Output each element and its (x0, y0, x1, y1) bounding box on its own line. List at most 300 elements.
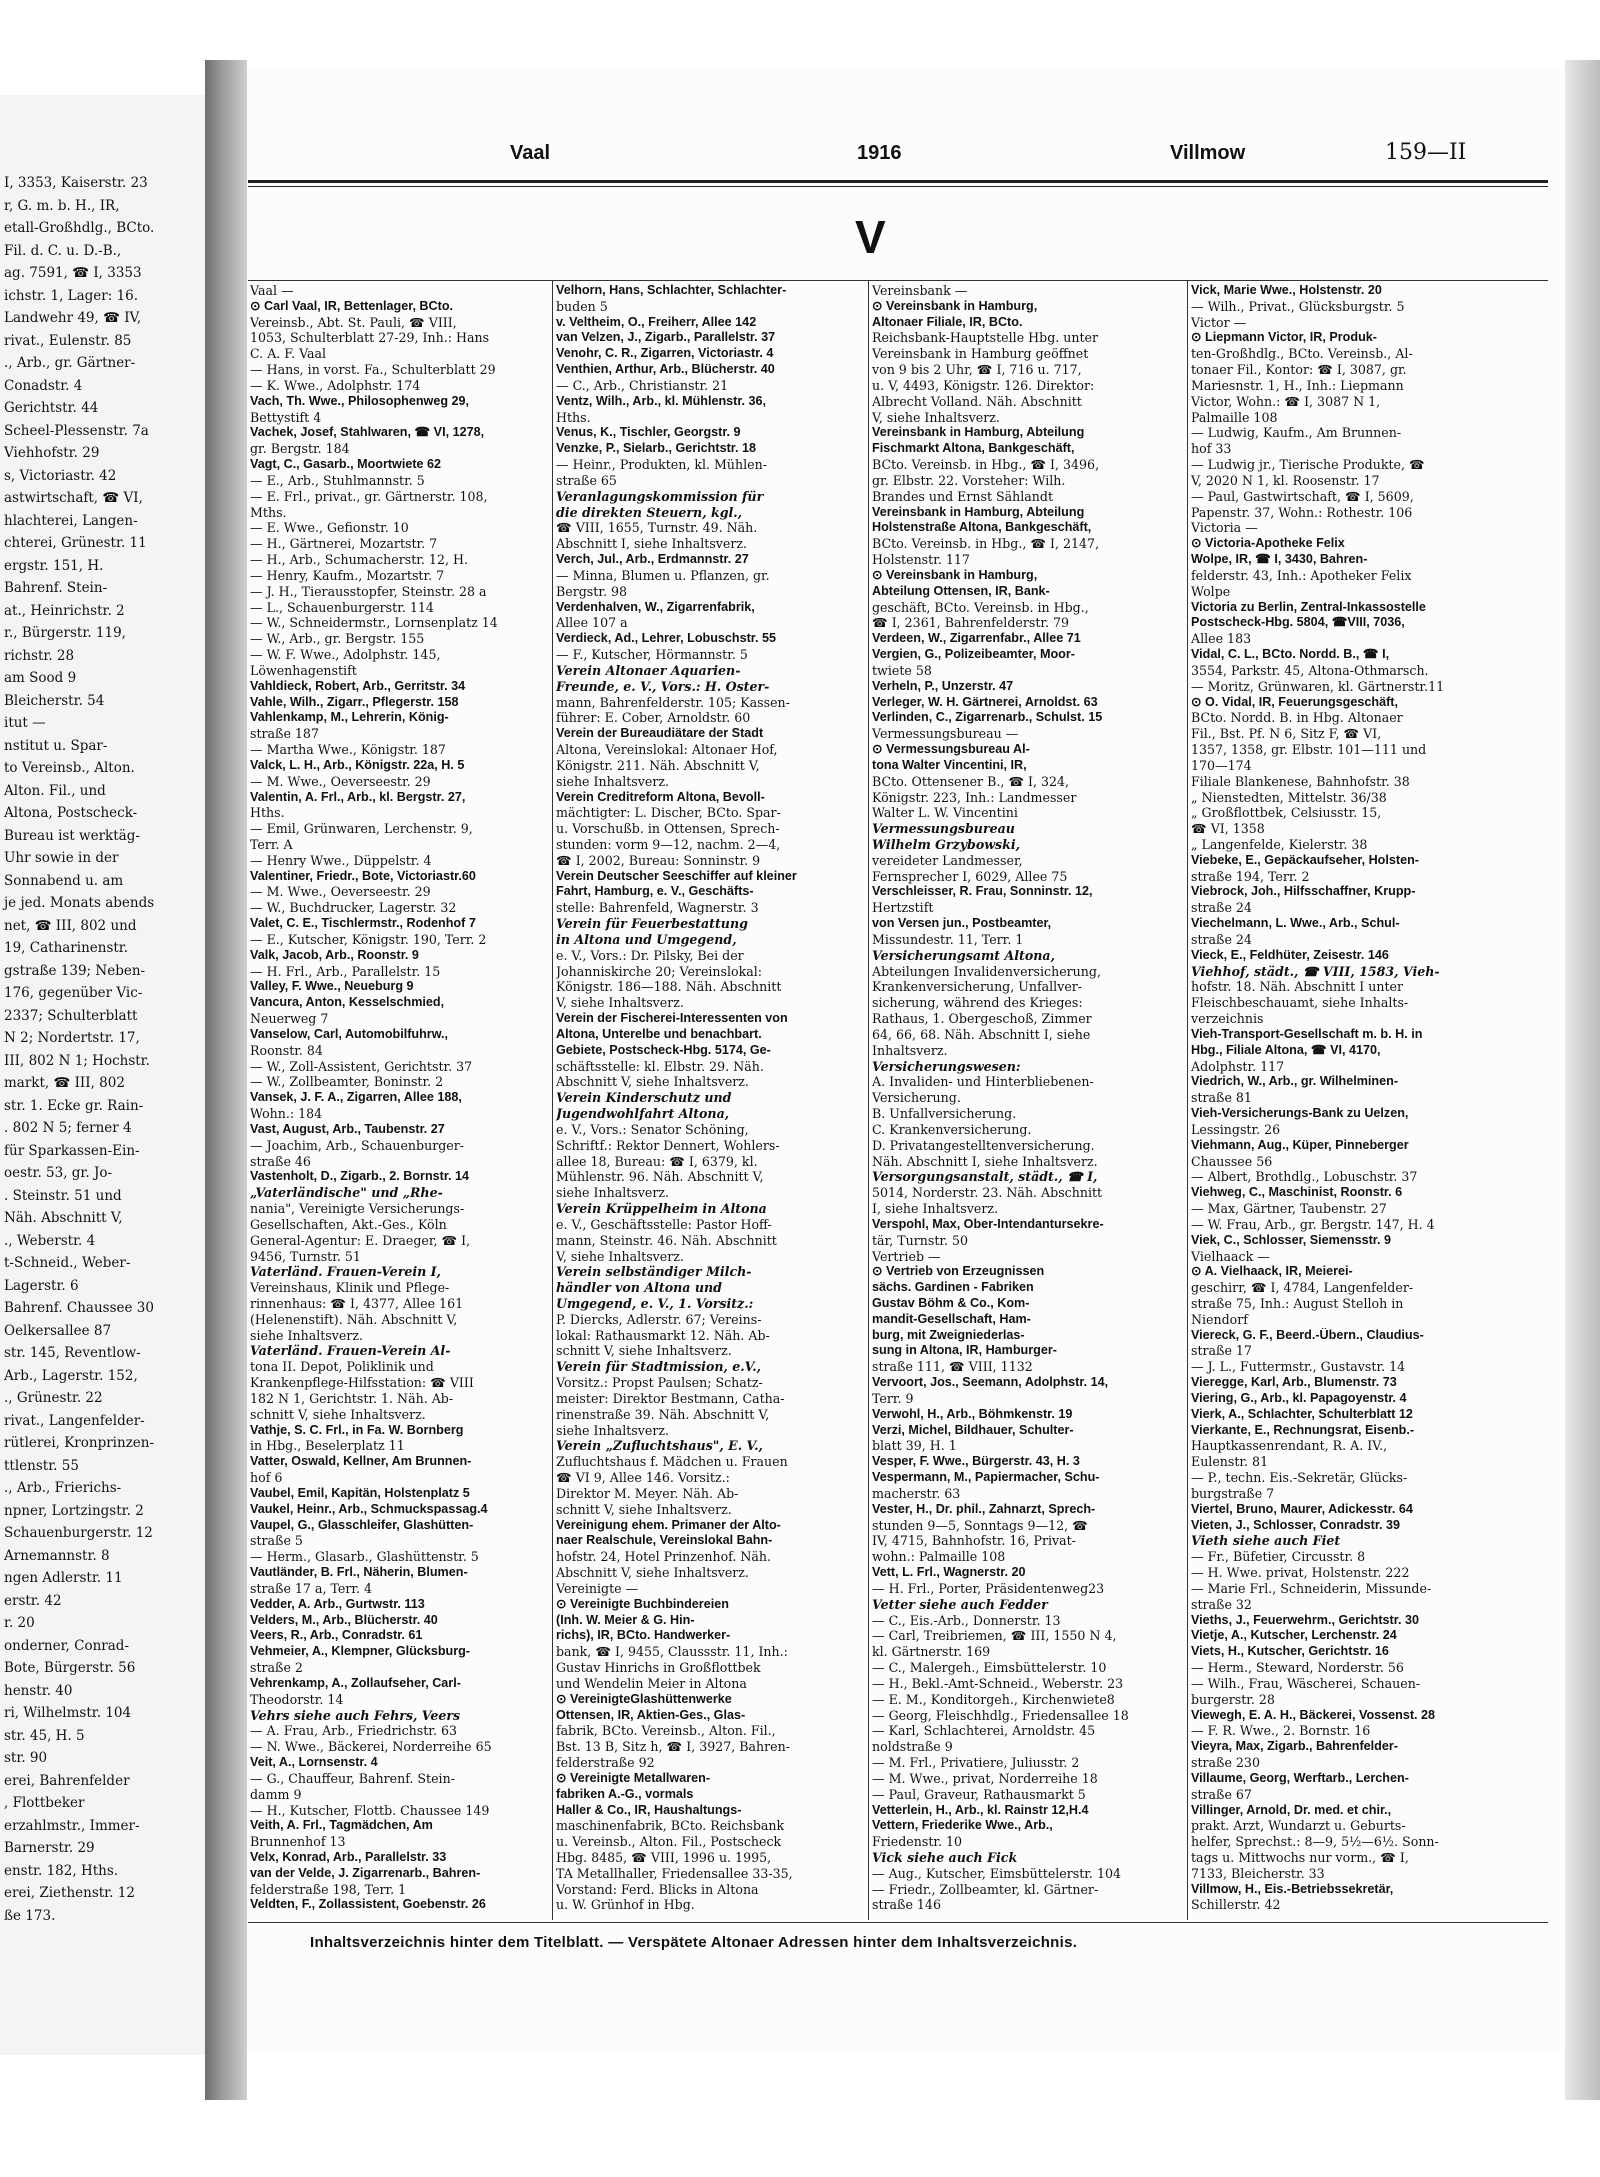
left-page-line: je jed. Monats abends (4, 895, 155, 911)
left-page-line: ngen Adlerstr. 11 (4, 1570, 123, 1586)
directory-entry-line: Vaal — (250, 283, 294, 298)
directory-entry-line: Viebeke, E., Gepäckaufseher, Holsten- (1191, 852, 1419, 867)
directory-entry-line: Gustav Hinrichs in Großflottbek (556, 1660, 761, 1676)
directory-entry-line: Königstr. 186—188. Näh. Abschnitt (556, 979, 782, 995)
directory-entry-line: Villaume, Georg, Werftarb., Lerchen- (1191, 1770, 1409, 1785)
directory-entry-line: General-Agentur: E. Draeger, ☎ I, (250, 1232, 471, 1248)
directory-entry-line: burgstraße 7 (1191, 1485, 1275, 1501)
directory-entry-line: Krankenpflege-Hilfsstation: ☎ VIII (250, 1375, 474, 1391)
directory-entry-line: Krankenversicherung, Unfallver- (872, 979, 1083, 995)
directory-entry-line: Vieth siehe auch Fiet (1191, 1533, 1341, 1549)
directory-entry-line: Papenstr. 37, Wohn.: Rothestr. 106 (1191, 504, 1413, 520)
directory-entry-line: die direkten Steuern, kgl., (556, 504, 743, 520)
directory-entry-line: van Velzen, J., Zigarb., Parallelstr. 37 (556, 330, 776, 345)
directory-entry-line: stunden: vorm 9—12, nachm. 2—4, (556, 836, 781, 852)
directory-entry-line: Walter L. W. Vincentini (872, 805, 1018, 821)
directory-entry-line: V, siehe Inhaltsverz. (556, 1248, 684, 1264)
directory-entry-line: — E., Arb., Stuhlmannstr. 5 (250, 472, 425, 488)
directory-entry-line: Vieh-Transport-Gesellschaft m. b. H. in (1191, 1026, 1423, 1041)
directory-entry-line: Vaupel, G., Glasschleifer, Glashütten- (250, 1517, 474, 1532)
left-page-line: 2337; Schulterblatt (4, 1007, 138, 1024)
directory-entry-line: allee 18, Bureau: ☎ I, 6379, kl. (556, 1153, 758, 1169)
directory-entry-line: Hths. (250, 805, 285, 821)
directory-entry-line: P. Diercks, Adlerstr. 67; Vereins- (556, 1311, 762, 1327)
directory-entry-line: Verlinden, C., Zigarrenarb., Schulst. 15 (872, 710, 1103, 725)
directory-entry-line: sung in Altona, IR, Hamburger- (872, 1343, 1057, 1358)
left-page-line: Alton. Fil., und (4, 782, 106, 799)
directory-entry-line: und Wendelin Meier in Altona (556, 1675, 747, 1691)
directory-entry-line: — Karl, Schlachterei, Arnoldstr. 45 (872, 1723, 1096, 1739)
directory-entry-line: Abteilung Ottensen, IR, Bank- (872, 583, 1050, 598)
left-page-line: für Sparkassen-Ein- (4, 1142, 140, 1159)
directory-entry-line: straße 111, ☎ VIII, 1132 (872, 1359, 1033, 1375)
directory-entry-line: ☎ VI 9, Allee 146. Vorsitz.: (556, 1470, 730, 1486)
left-page-line: npner, Lortzingstr. 2 (4, 1502, 144, 1519)
directory-entry-line: ⊙ Victoria-Apotheke Felix (1191, 536, 1345, 551)
directory-entry-line: schnitt V, siehe Inhaltsverz. (250, 1406, 426, 1422)
directory-column-3 (872, 283, 1172, 1913)
left-page-line: ., Arb., Frierichs- (4, 1480, 122, 1496)
directory-entry-line: ten-Großhdlg., BCto. Vereinsb., Al- (1191, 346, 1413, 362)
directory-entry-line: Veith, A. Frl., Tagmädchen, Am (250, 1818, 433, 1833)
left-page-line: Bahrenf. Stein- (4, 580, 108, 596)
directory-entry-line: tona Walter Vincentini, IR, (872, 757, 1027, 772)
directory-entry-line: — F., Kutscher, Hörmannstr. 5 (556, 647, 748, 663)
directory-entry-line: Mühlenstr. 96. Näh. Abschnitt V, (556, 1169, 764, 1185)
left-page-line: Lagerstr. 6 (4, 1277, 79, 1294)
directory-entry-line: Brunnenhof 13 (250, 1834, 346, 1850)
directory-entry-line: Verch, Jul., Arb., Erdmannstr. 27 (556, 552, 749, 567)
column-top-rule (248, 280, 1548, 281)
directory-entry-line: händler von Altona und (556, 1280, 722, 1296)
directory-entry-line: Velders, M., Arb., Blücherstr. 40 (250, 1612, 438, 1627)
left-page-line: onderner, Conrad- (4, 1637, 130, 1654)
directory-entry-line: Verwohl, H., Arb., Böhmkenstr. 19 (872, 1406, 1073, 1421)
directory-entry-line: straße 230 (1191, 1755, 1260, 1771)
directory-entry-line: Holstenstraße Altona, Bankgeschäft, (872, 520, 1092, 535)
directory-entry-line: prakt. Arzt, Wundarzt u. Geburts- (1191, 1818, 1406, 1834)
directory-entry-line: Altona, Unterelbe und benachbart. (556, 1026, 762, 1041)
directory-entry-line: Vieths, J., Feuerwehrm., Gerichtstr. 30 (1191, 1612, 1419, 1627)
directory-entry-line: Vanselow, Carl, Automobilfuhrw., (250, 1026, 449, 1041)
directory-entry-line: D. Privatangestelltenversicherung. (872, 1137, 1095, 1153)
directory-entry-line: Vereinsbank — (872, 283, 968, 298)
directory-entry-line: Vietje, A., Kutscher, Lerchenstr. 24 (1191, 1628, 1397, 1643)
directory-entry-line: helfer, Sprechst.: 8—9, 5½—6½. Sonn- (1191, 1834, 1439, 1850)
directory-entry-line: 170—174 (1191, 757, 1252, 773)
left-page-line: to Vereinsb., Alton. (4, 760, 135, 776)
directory-entry-line: C. A. F. Vaal (250, 346, 327, 362)
directory-entry-line: (Helenenstift). Näh. Abschnitt V, (250, 1311, 458, 1327)
directory-entry-line: u. W. Grünhof in Hbg. (556, 1897, 695, 1913)
directory-entry-line: hof 6 (250, 1470, 283, 1486)
directory-entry-line: — H., Kutscher, Flottb. Chaussee 149 (250, 1802, 490, 1818)
directory-entry-line: in Altona und Umgegend, (556, 931, 737, 947)
directory-entry-line: straße 17 a, Terr. 4 (250, 1580, 373, 1596)
directory-column-2 (556, 283, 856, 1913)
directory-entry-line: rinnenhaus: ☎ I, 4377, Allee 161 (250, 1296, 464, 1311)
directory-entry-line: lokal: Rathausmarkt 12. Näh. Ab- (556, 1327, 770, 1343)
left-page-line: Viehhofstr. 29 (4, 445, 100, 461)
directory-entry-line: — Ludwig jr., Tierische Produkte, ☎ (1191, 457, 1425, 473)
directory-entry-line: Vehrs siehe auch Fehrs, Veers (250, 1707, 461, 1723)
directory-entry-line: tags u. Mittwochs nur vorm., ☎ I, (1191, 1849, 1409, 1865)
directory-entry-line: Königstr. 223, Inh.: Landmesser (872, 789, 1077, 805)
directory-entry-line: — Fr., Büfetier, Circusstr. 8 (1191, 1549, 1366, 1565)
directory-entry-line: in Hbg., Beselerplatz 11 (250, 1438, 405, 1454)
directory-entry-line: Vachek, Josef, Stahlwaren, ☎ VI, 1278, (250, 425, 485, 440)
directory-entry-line: Verein Krüppelheim in Altona (556, 1201, 767, 1217)
directory-entry-line: Verdieck, Ad., Lehrer, Lobuschstr. 55 (556, 631, 777, 646)
left-page-line: Näh. Abschnitt V, (4, 1210, 123, 1226)
left-page-line: ., Arb., gr. Gärtner- (4, 355, 136, 371)
header-year: 1916 (857, 142, 902, 164)
directory-entry-line: Mths. (250, 504, 287, 520)
directory-entry-line: führer: E. Cober, Arnoldstr. 60 (556, 710, 751, 726)
directory-entry-line: schäftsstelle: kl. Elbstr. 29. Näh. (556, 1058, 764, 1074)
directory-entry-line: hofstr. 18. Näh. Abschnitt I unter (1191, 979, 1403, 995)
directory-entry-line: — H. Frl., Porter, Präsidentenweg23 (872, 1580, 1105, 1596)
directory-entry-line: verzeichnis (1191, 1011, 1264, 1027)
directory-entry-line: felderstr. 43, Inh.: Apotheker Felix (1191, 567, 1412, 583)
directory-entry-line: Vettern, Friederike Wwe., Arb., (872, 1818, 1053, 1833)
directory-entry-line: Bst. 13 B, Sitz h, ☎ I, 3927, Bahren- (556, 1739, 790, 1755)
directory-entry-line: Valley, F. Wwe., Neueburg 9 (250, 979, 414, 994)
directory-entry-line: ⊙ Carl Vaal, IR, Bettenlager, BCto. (250, 298, 454, 313)
directory-entry-line: Abteilungen Invalidenversicherung, (872, 963, 1101, 979)
left-page-line: ergstr. 151, H. (4, 557, 104, 574)
directory-entry-line: ⊙ Vereinigte Metallwaren- (556, 1770, 711, 1785)
directory-entry-line: Viedrich, W., Arb., gr. Wilhelminen- (1191, 1074, 1399, 1089)
left-page-line: Barnerstr. 29 (4, 1840, 95, 1856)
directory-entry-line: 64, 66, 68. Näh. Abschnitt I, siehe (872, 1026, 1091, 1042)
directory-entry-line: u. Vereinsb., Alton. Fil., Postscheck (556, 1834, 782, 1850)
directory-entry-line: felderstraße 198, Terr. 1 (250, 1881, 407, 1897)
directory-entry-line: Hauptkassenrendant, R. A. IV., (1191, 1438, 1388, 1454)
directory-entry-line: Vaterländ. Frauen-Verein Al- (250, 1343, 451, 1359)
directory-entry-line: Haller & Co., IR, Haushaltungs- (556, 1802, 742, 1817)
directory-entry-line: sicherung, während des Krieges: (872, 995, 1083, 1011)
directory-entry-line: blatt 39, H. 1 (872, 1438, 957, 1454)
directory-entry-line: — J. H., Tierausstopfer, Steinstr. 28 a (250, 583, 487, 599)
directory-entry-line: — Wilh., Frau, Wäscherei, Schauen- (1191, 1675, 1421, 1691)
left-page-line: am Sood 9 (4, 670, 77, 686)
left-page-line: erei, Bahrenfelder (4, 1772, 130, 1789)
directory-entry-line: Fleischbeschauamt, siehe Inhalts- (1191, 995, 1409, 1011)
directory-entry-line: Verein selbständiger Milch- (556, 1264, 752, 1280)
left-page-line: richstr. 28 (4, 647, 75, 664)
directory-entry-line: 182 N 1, Gerichtstr. 1. Näh. Ab- (250, 1390, 454, 1406)
directory-entry-line: siehe Inhaltsverz. (556, 1185, 669, 1201)
left-page-line: Sonnabend u. am (4, 872, 124, 889)
directory-entry-line: ☎ I, 2002, Bureau: Sonninstr. 9 (556, 852, 761, 868)
directory-entry-line: Terr. A (250, 836, 293, 852)
directory-entry-line: Direktor M. Meyer. Näh. Ab- (556, 1485, 739, 1501)
directory-entry-line: burgerstr. 28 (1191, 1691, 1275, 1707)
directory-entry-line: ☎ VI, 1358 (1191, 821, 1265, 837)
directory-entry-line: Venohr, C. R., Zigarren, Victoriastr. 4 (556, 346, 774, 361)
directory-entry-line: Eulenstr. 81 (1191, 1454, 1269, 1470)
left-page-line: s, Victoriastr. 42 (4, 467, 117, 484)
footer-note: Inhaltsverzeichnis hinter dem Titelblatt. — Verspätete Altonaer Adressen hinter dem Inhaltsverzeichnis. (310, 1934, 1078, 1951)
directory-entry-line: Victor — (1191, 314, 1247, 330)
directory-entry-line: straße 2 (250, 1660, 303, 1676)
directory-entry-line: — Henry, Kaufm., Mozartstr. 7 (250, 567, 445, 583)
left-page-line: I, 3353, Kaiserstr. 23 (4, 175, 148, 191)
left-page-line: Oelkersallee 87 (4, 1322, 112, 1339)
directory-entry-line: Velhorn, Hans, Schlachter, Schlachter- (556, 283, 787, 297)
directory-entry-line: — E. Wwe., Gefionstr. 10 (250, 520, 409, 536)
directory-entry-line: — Georg, Fleischhdlg., Friedensallee 18 (872, 1707, 1129, 1723)
directory-entry-line: Königstr. 211. Näh. Abschnitt V, (556, 757, 760, 773)
directory-entry-line: V, siehe Inhaltsverz. (872, 409, 1000, 425)
directory-entry-line: Vorstand: Ferd. Blicks in Altona (556, 1881, 759, 1897)
directory-entry-line: felderstraße 92 (556, 1755, 655, 1771)
directory-entry-line: Inhaltsverz. (872, 1042, 948, 1058)
directory-entry-line: — W. F. Wwe., Adolphstr. 145, (250, 647, 441, 663)
directory-entry-line: Velx, Konrad, Arb., Parallelstr. 33 (250, 1849, 447, 1864)
directory-entry-line: C. Krankenversicherung. (872, 1121, 1032, 1137)
directory-entry-line: schnitt V, siehe Inhaltsverz. (556, 1343, 732, 1359)
directory-entry-line: Vorsitz.: Propst Paulsen; Schatz- (556, 1375, 763, 1391)
directory-entry-line: Viering, G., Arb., kl. Papagoyenstr. 4 (1191, 1390, 1407, 1405)
directory-entry-line: Hths. (556, 409, 591, 425)
directory-entry-line: Vereinshaus, Klinik und Pflege- (250, 1280, 450, 1296)
left-page-line: Gerichtstr. 44 (4, 400, 99, 416)
directory-entry-line: Vancura, Anton, Kesselschmied, (250, 995, 445, 1010)
directory-entry-line: Vierkante, E., Rechnungsrat, Eisenb.- (1191, 1422, 1415, 1437)
directory-entry-line: straße 194, Terr. 2 (1191, 868, 1310, 884)
directory-entry-line: geschirr, ☎ I, 4784, Langenfelder- (1191, 1280, 1414, 1296)
directory-entry-line: Villmow, H., Eis.-Betriebssekretär, (1191, 1881, 1394, 1896)
directory-entry-line: Vahle, Wilh., Zigarr., Pflegerstr. 158 (250, 694, 459, 709)
directory-entry-line: straße 5 (250, 1533, 303, 1549)
directory-entry-line: von Versen jun., Postbeamter, (872, 916, 1052, 931)
directory-entry-line: Viehmann, Aug., Küper, Pinneberger (1191, 1137, 1409, 1152)
directory-entry-line: Vereinsbank in Hamburg, Abteilung (872, 504, 1085, 519)
left-page-line: chterei, Grünestr. 11 (4, 535, 147, 551)
section-letter: V (855, 211, 886, 263)
left-page-line: etall-Großhdlg., BCto. (4, 220, 155, 236)
directory-entry-line: e. V., Vors.: Dr. Pilsky, Bei der (556, 947, 744, 963)
left-page-line: markt, ☎ III, 802 (4, 1075, 125, 1091)
directory-entry-line: Fernsprecher I, 6029, Allee 75 (872, 868, 1068, 884)
header-right-word: Villmow (1170, 142, 1246, 164)
directory-entry-line: — Friedr., Zollbeamter, kl. Gärtner- (872, 1881, 1099, 1897)
left-page-line: ag. 7591, ☎ I, 3353 (4, 265, 142, 281)
left-page-line: itut — (4, 715, 46, 731)
directory-entry-line: straße 81 (1191, 1090, 1252, 1106)
directory-entry-line: richs), IR, BCto. Handwerker- (556, 1628, 731, 1643)
directory-entry-line: Verschleisser, R. Frau, Sonninstr. 12, (872, 884, 1093, 899)
directory-entry-line: Hbg. 8485, ☎ VIII, 1996 u. 1995, (556, 1849, 772, 1865)
directory-entry-line: Vetterlein, H., Arb., kl. Rainstr 12,H.4 (872, 1802, 1089, 1817)
directory-entry-line: straße 24 (1191, 900, 1252, 916)
directory-entry-line: — Max, Gärtner, Taubenstr. 27 (1191, 1201, 1387, 1217)
directory-entry-line: V, siehe Inhaltsverz. (556, 995, 684, 1011)
directory-entry-line: Näh. Abschnitt I, siehe Inhaltsverz. (872, 1153, 1098, 1169)
directory-entry-line: mann, Steinstr. 46. Näh. Abschnitt (556, 1232, 777, 1248)
directory-entry-line: — M. Wwe., privat, Norderreihe 18 (872, 1770, 1098, 1786)
left-page-line: Landwehr 49, ☎ IV, (4, 310, 142, 326)
left-page-line: Fil. d. C. u. D.-B., (4, 242, 122, 259)
directory-entry-line: Verein Deutscher Seeschiffer auf kleiner (556, 868, 797, 883)
directory-entry-line: Versicherung. (872, 1090, 961, 1106)
directory-entry-line: Zufluchtshaus f. Mädchen u. Frauen (556, 1454, 788, 1470)
directory-entry-line: Wolpe, IR, ☎ I, 3430, Bahren- (1191, 552, 1368, 567)
directory-entry-line: Vieten, J., Schlosser, Conradstr. 39 (1191, 1517, 1401, 1532)
directory-entry-line: Missundestr. 11, Terr. 1 (872, 931, 1024, 947)
left-page-line: , Flottbeker (4, 1795, 85, 1811)
directory-entry-line: Verein Creditreform Altona, Bevoll- (556, 789, 765, 804)
directory-entry-line: Gebiete, Postscheck-Hbg. 5174, Ge- (556, 1042, 771, 1057)
directory-entry-line: Versicherungsamt Altona, (872, 947, 1055, 963)
directory-entry-line: — Ludwig, Kaufm., Am Brunnen- (1191, 425, 1402, 441)
directory-entry-line: noldstraße 9 (872, 1739, 953, 1755)
left-page-line: . 802 N 5; ferner 4 (4, 1120, 132, 1136)
directory-entry-line: — M. Frl., Privatiere, Juliusstr. 2 (872, 1755, 1080, 1771)
directory-entry-line: meister: Direktor Bestmann, Catha- (556, 1390, 785, 1406)
directory-entry-line: Veldten, F., Zollassistent, Goebenstr. 26 (250, 1897, 486, 1912)
page-number: 159—II (1385, 140, 1467, 165)
directory-entry-line: — H., Gärtnerei, Mozartstr. 7 (250, 536, 438, 552)
directory-entry-line: Ottensen, IR, Aktien-Ges., Glas- (556, 1707, 746, 1722)
directory-entry-line: fabriken A.-G., vormals (556, 1786, 694, 1801)
directory-entry-line: Venus, K., Tischler, Georgstr. 9 (556, 425, 741, 440)
directory-entry-line: 1357, 1358, gr. Elbstr. 101—111 und (1191, 742, 1427, 758)
directory-entry-line: Filiale Blankenese, Bahnhofstr. 38 (1191, 773, 1410, 789)
left-page-line: net, ☎ III, 802 und (4, 917, 137, 934)
directory-entry-line: Vautländer, B. Frl., Näherin, Blumen- (250, 1565, 468, 1580)
directory-entry-line: stunden 9—5, Sonntags 9—12, ☎ (872, 1517, 1088, 1533)
directory-entry-line: „ Großflottbek, Celsiusstr. 15, (1191, 805, 1382, 821)
directory-entry-line: Freunde, e. V., Vors.: H. Oster- (556, 678, 770, 694)
left-page-line: ße 173. (4, 1907, 56, 1924)
directory-entry-line: Vach, Th. Wwe., Philosophenweg 29, (250, 393, 470, 408)
directory-entry-line: Verzi, Michel, Bildhauer, Schulter- (872, 1422, 1074, 1437)
directory-entry-line: Veranlagungskommission für (556, 488, 764, 504)
directory-entry-line: Villinger, Arnold, Dr. med. et chir., (1191, 1802, 1392, 1817)
directory-entry-line: — M. Wwe., Oeverseestr. 29 (250, 773, 431, 789)
directory-entry-line: bank, ☎ I, 9455, Claussstr. 11, Inh.: (556, 1644, 788, 1660)
directory-entry-line: — H. Wwe. privat, Holstenstr. 222 (1191, 1565, 1410, 1581)
header-rule-thin (248, 186, 1548, 187)
directory-entry-line: Albrecht Volland. Näh. Abschnitt (872, 393, 1082, 409)
directory-entry-line: Adolphstr. 117 (1191, 1058, 1285, 1074)
directory-entry-line: straße 146 (872, 1897, 941, 1913)
left-page-line: 176, gegenüber Vic- (4, 985, 143, 1001)
directory-entry-line: B. Unfallversicherung. (872, 1106, 1017, 1122)
directory-entry-line: hof 33 (1191, 441, 1232, 457)
left-page-line: enstr. 182, Hths. (4, 1862, 119, 1879)
directory-entry-line: BCto. Nordd. B. in Hbg. Altonaer (1191, 710, 1403, 726)
directory-entry-line: gr. Elbstr. 22. Vorsteher: Wilh. (872, 472, 1066, 488)
directory-entry-line: Vatter, Oswald, Kellner, Am Brunnen- (250, 1454, 472, 1469)
directory-entry-line: Palmaille 108 (1191, 409, 1278, 425)
directory-entry-line: Abschnitt I, siehe Inhaltsverz. (556, 536, 748, 552)
directory-entry-line: Vagt, C., Gasarb., Moortwiete 62 (250, 457, 442, 472)
directory-entry-line: ⊙ Vereinsbank in Hamburg, (872, 567, 1038, 582)
directory-entry-line: Allee 107 a (556, 615, 628, 631)
left-page-line: Arnemannstr. 8 (4, 1547, 110, 1564)
directory-entry-line: — W. Frau, Arb., gr. Bergstr. 147, H. 4 (1191, 1216, 1435, 1232)
directory-entry-line: — Aug., Kutscher, Eimsbüttelerstr. 104 (872, 1865, 1121, 1881)
left-page-line: Bureau ist werktäg- (4, 827, 140, 844)
directory-entry-line: gr. Bergstr. 184 (250, 441, 350, 457)
left-page-line: erei, Ziethenstr. 12 (4, 1885, 135, 1901)
column-divider (868, 280, 869, 1920)
left-page-line: r, G. m. b. H., IR, (4, 197, 120, 214)
directory-entry-line: 3554, Parkstr. 45, Altona-Othmarsch. (1191, 662, 1429, 678)
directory-entry-line: Vieh-Versicherungs-Bank zu Uelzen, (1191, 1106, 1409, 1121)
left-page-line: hlachterei, Langen- (4, 512, 138, 529)
directory-entry-line: — Hans, in vorst. Fa., Schulterblatt 29 (250, 362, 496, 378)
directory-entry-line: ⊙ Vertrieb von Erzeugnissen (872, 1264, 1045, 1279)
directory-entry-line: siehe Inhaltsverz. (556, 1422, 669, 1438)
page-edge (1565, 60, 1600, 2100)
directory-entry-line: Vereinsbank in Hamburg geöffnet (872, 346, 1089, 362)
left-page-line: r., Bürgerstr. 119, (4, 625, 126, 641)
directory-entry-line: — M. Wwe., Oeverseestr. 29 (250, 884, 431, 900)
directory-entry-line: straße 32 (1191, 1596, 1252, 1612)
directory-entry-line: — W., Arb., gr. Bergstr. 155 (250, 631, 425, 647)
left-page-line: III, 802 N 1; Hochstr. (4, 1052, 150, 1069)
directory-entry-line: e. V., Geschäftsstelle: Pastor Hoff- (556, 1216, 772, 1232)
directory-entry-line: — Paul, Gastwirtschaft, ☎ I, 5609, (1191, 488, 1414, 504)
directory-entry-line: Rathaus, 1. Obergeschoß, Zimmer (872, 1011, 1092, 1027)
directory-entry-line: — W., Schneidermstr., Lornsenplatz 14 (250, 615, 498, 631)
directory-entry-line: nania", Vereinigte Versicherungs- (250, 1201, 465, 1217)
directory-entry-line: ⊙ Vermessungsbureau Al- (872, 742, 1030, 757)
left-page-line: erstr. 42 (4, 1592, 62, 1609)
directory-entry-line: Schriftf.: Rektor Dennert, Wohlers- (556, 1137, 780, 1153)
directory-entry-line: Verein für Feuerbestattung (556, 916, 748, 932)
directory-entry-line: 9456, Turnstr. 51 (250, 1248, 361, 1264)
directory-entry-line: ⊙ A. Vielhaack, IR, Meierei- (1191, 1264, 1353, 1279)
directory-entry-line: Verheln, P., Unzerstr. 47 (872, 678, 1014, 693)
directory-entry-line: — K. Wwe., Adolphstr. 174 (250, 377, 421, 393)
left-page-line: Scheel-Plessenstr. 7a (4, 422, 149, 439)
directory-entry-line: Vierk, A., Schlachter, Schulterblatt 12 (1191, 1406, 1413, 1421)
directory-entry-line: mann, Bahrenfelderstr. 105; Kassen- (556, 694, 790, 710)
directory-entry-line: Vertrieb — (872, 1248, 941, 1264)
directory-entry-line: Bettystift 4 (250, 409, 322, 425)
directory-entry-line: siehe Inhaltsverz. (556, 773, 669, 789)
directory-entry-line: Ventz, Wilh., Arb., kl. Mühlenstr. 36, (556, 393, 767, 408)
directory-entry-line: — A. Frau, Arb., Friedrichstr. 63 (250, 1723, 457, 1739)
directory-entry-line: Verein für Stadtmission, e.V., (556, 1359, 762, 1375)
left-page-line: Arb., Lagerstr. 152, (4, 1367, 138, 1384)
directory-entry-line: „ Langenfelde, Kielerstr. 38 (1191, 836, 1368, 852)
directory-entry-line: — Wilh., Privat., Glücksburgstr. 5 (1191, 298, 1405, 314)
directory-entry-line: Johanniskirche 20; Vereinslokal: (556, 963, 763, 979)
column-divider (1187, 280, 1188, 1920)
directory-entry-line: straße 24 (1191, 931, 1252, 947)
directory-entry-line: — Marie Frl., Schneiderin, Missunde- (1191, 1580, 1432, 1596)
header-rule (248, 180, 1548, 183)
directory-entry-line: Vehrenkamp, A., Zollaufseher, Carl- (250, 1675, 461, 1690)
directory-entry-line: Verdenhalven, W., Zigarrenfabrik, (556, 599, 755, 614)
left-page-line: str. 1. Ecke gr. Rain- (4, 1097, 144, 1114)
directory-entry-line: straße 65 (556, 472, 617, 488)
directory-entry-line: van der Velde, J. Zigarrenarb., Bahren- (250, 1865, 481, 1880)
directory-entry-line: Altonaer Filiale, IR, BCto. (872, 314, 1023, 329)
directory-entry-line: Vereinsb., Abt. St. Pauli, ☎ VIII, (250, 314, 457, 330)
directory-entry-line: Abschnitt V, siehe Inhaltsverz. (556, 1565, 749, 1581)
directory-entry-line: tonaer Fil., Kontor: ☎ I, 3087, gr. (1191, 362, 1407, 378)
directory-entry-line: Versorgungsanstalt, städt., ☎ I, (872, 1169, 1098, 1185)
directory-entry-line: — E., Kutscher, Königstr. 190, Terr. 2 (250, 931, 487, 947)
